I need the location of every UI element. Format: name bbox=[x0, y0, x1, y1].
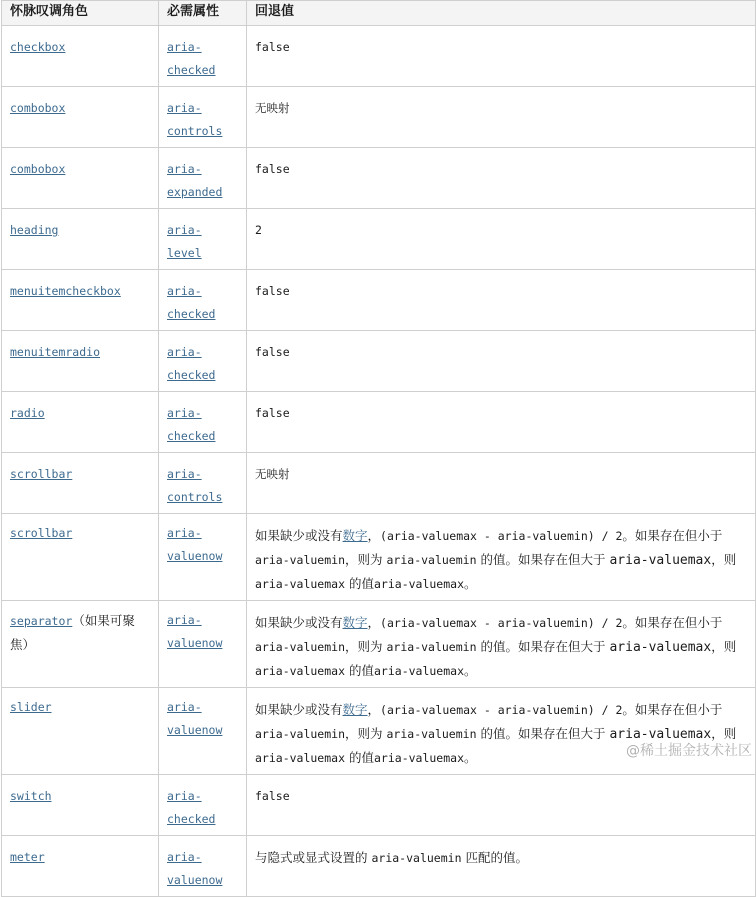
attr-prefix: aria- bbox=[167, 467, 202, 481]
attr-suffix: checked bbox=[167, 307, 216, 321]
attr-link[interactable] bbox=[167, 40, 215, 77]
fallback-cell: 无映射 bbox=[247, 453, 756, 514]
table-row bbox=[2, 331, 756, 392]
fallback-cell: false bbox=[247, 26, 756, 87]
fallback-code: aria-valuemin bbox=[255, 727, 346, 741]
aria-fallback-table bbox=[1, 0, 756, 897]
number-link[interactable]: 数字 bbox=[342, 702, 368, 717]
fallback-text: 。 bbox=[464, 576, 477, 591]
table-row bbox=[2, 209, 756, 270]
fallback-text: ， bbox=[367, 615, 381, 630]
table-header-row bbox=[2, 1, 756, 26]
attr-cell bbox=[159, 26, 247, 87]
role-cell bbox=[2, 148, 159, 209]
table-row bbox=[2, 26, 756, 87]
attr-cell bbox=[159, 688, 247, 775]
attr-cell bbox=[159, 514, 247, 601]
fallback-code: aria-valuemin bbox=[386, 640, 477, 654]
fallback-text: 如果缺少或没有 bbox=[255, 528, 343, 543]
table-row bbox=[2, 87, 756, 148]
attr-suffix: valuenow bbox=[167, 549, 223, 563]
fallback-code: aria-valuemin bbox=[371, 851, 462, 865]
fallback-cell: false bbox=[247, 270, 756, 331]
attr-cell bbox=[159, 836, 247, 897]
attr-prefix: aria- bbox=[167, 789, 202, 803]
role-link[interactable]: combobox bbox=[10, 162, 66, 176]
attr-cell bbox=[159, 331, 247, 392]
fallback-text: ，则为 bbox=[345, 552, 387, 567]
fallback-text: 的值。如果存在但大于 bbox=[476, 726, 610, 741]
attr-suffix: valuenow bbox=[167, 723, 223, 737]
attr-cell bbox=[159, 453, 247, 514]
header-role: 怀脉叹调角色 bbox=[2, 1, 159, 26]
fallback-cell: 2 bbox=[247, 209, 756, 270]
attr-prefix: aria- bbox=[167, 284, 202, 298]
fallback-text: 。 bbox=[464, 663, 477, 678]
attr-link[interactable] bbox=[167, 467, 222, 504]
role-note: （如果可聚焦） bbox=[10, 613, 135, 652]
fallback-cell: false bbox=[247, 392, 756, 453]
fallback-cell bbox=[247, 836, 756, 897]
fallback-text: 匹配的值。 bbox=[461, 850, 528, 865]
fallback-text: ，则 bbox=[711, 639, 737, 654]
attr-prefix: aria- bbox=[167, 526, 202, 540]
attr-suffix: valuenow bbox=[167, 873, 223, 887]
role-cell bbox=[2, 331, 159, 392]
attr-prefix: aria- bbox=[167, 40, 202, 54]
attr-link[interactable] bbox=[167, 101, 222, 138]
watermark: @稀土掘金技术社区 bbox=[626, 743, 752, 759]
attr-suffix: checked bbox=[167, 812, 216, 826]
fallback-cell: false bbox=[247, 331, 756, 392]
attr-prefix: aria- bbox=[167, 101, 202, 115]
fallback-text: 。 bbox=[464, 750, 477, 765]
fallback-text: 。如果存在但小于 bbox=[622, 528, 723, 543]
number-link[interactable]: 数字 bbox=[342, 615, 368, 630]
attr-link[interactable] bbox=[167, 789, 215, 826]
fallback-text: 的值 bbox=[345, 576, 374, 591]
attr-cell bbox=[159, 209, 247, 270]
attr-prefix: aria- bbox=[167, 406, 202, 420]
role-link[interactable]: combobox bbox=[10, 101, 66, 115]
attr-prefix: aria- bbox=[167, 613, 202, 627]
role-cell bbox=[2, 453, 159, 514]
fallback-code: aria-valuemin bbox=[255, 553, 346, 567]
role-cell bbox=[2, 775, 159, 836]
table-row bbox=[2, 601, 756, 688]
table-row bbox=[2, 270, 756, 331]
role-link[interactable]: slider bbox=[10, 700, 52, 714]
role-cell bbox=[2, 392, 159, 453]
attr-suffix: level bbox=[167, 246, 202, 260]
fallback-cell: false bbox=[247, 148, 756, 209]
fallback-code: aria-valuemax bbox=[374, 664, 465, 678]
role-link[interactable]: scrollbar bbox=[10, 526, 73, 540]
fallback-code: aria-valuemin bbox=[386, 553, 477, 567]
table-row bbox=[2, 453, 756, 514]
attr-suffix: controls bbox=[167, 490, 223, 504]
attr-link[interactable] bbox=[167, 284, 215, 321]
fallback-text: 的值 bbox=[345, 750, 374, 765]
role-link[interactable]: menuitemcheckbox bbox=[10, 284, 121, 298]
role-link[interactable]: checkbox bbox=[10, 40, 66, 54]
fallback-text: ，则为 bbox=[345, 639, 387, 654]
fallback-text: ，则 bbox=[711, 726, 737, 741]
fallback-code: aria-valuemax bbox=[609, 553, 712, 568]
fallback-cell bbox=[247, 601, 756, 688]
fallback-code: aria-valuemax bbox=[374, 751, 465, 765]
attr-cell bbox=[159, 270, 247, 331]
table-row bbox=[2, 836, 756, 897]
fallback-code: aria-valuemax bbox=[255, 751, 346, 765]
fallback-code: (aria-valuemax - aria-valuemin) / 2 bbox=[380, 529, 623, 543]
fallback-cell bbox=[247, 688, 756, 775]
attr-cell bbox=[159, 87, 247, 148]
attr-cell bbox=[159, 601, 247, 688]
role-link[interactable]: separator bbox=[10, 614, 73, 628]
role-cell bbox=[2, 209, 159, 270]
attr-link[interactable] bbox=[167, 223, 202, 260]
fallback-text: ， bbox=[367, 702, 381, 717]
attr-suffix: valuenow bbox=[167, 636, 223, 650]
role-cell bbox=[2, 87, 159, 148]
fallback-code: aria-valuemax bbox=[255, 577, 346, 591]
fallback-text: ， bbox=[367, 528, 381, 543]
attr-link[interactable] bbox=[167, 700, 222, 737]
attr-link[interactable] bbox=[167, 526, 222, 563]
fallback-text: ，则为 bbox=[345, 726, 387, 741]
attr-suffix: checked bbox=[167, 429, 216, 443]
attr-prefix: aria- bbox=[167, 162, 202, 176]
fallback-text: ，则 bbox=[711, 552, 737, 567]
role-link[interactable]: switch bbox=[10, 789, 52, 803]
role-cell bbox=[2, 688, 159, 775]
role-cell bbox=[2, 601, 159, 688]
role-link[interactable]: meter bbox=[10, 850, 45, 864]
number-link[interactable]: 数字 bbox=[342, 528, 368, 543]
attr-prefix: aria- bbox=[167, 850, 202, 864]
fallback-cell bbox=[247, 514, 756, 601]
attr-cell bbox=[159, 148, 247, 209]
attr-suffix: controls bbox=[167, 124, 223, 138]
role-cell bbox=[2, 836, 159, 897]
fallback-code: aria-valuemax bbox=[255, 664, 346, 678]
header-fallback: 回退值 bbox=[247, 1, 756, 26]
attr-link[interactable] bbox=[167, 345, 215, 382]
fallback-code: (aria-valuemax - aria-valuemin) / 2 bbox=[380, 703, 623, 717]
fallback-code: aria-valuemin bbox=[255, 640, 346, 654]
fallback-cell: 无映射 bbox=[247, 87, 756, 148]
role-link[interactable]: heading bbox=[10, 223, 59, 237]
header-required-attr: 必需属性 bbox=[159, 1, 247, 26]
role-link[interactable]: radio bbox=[10, 406, 45, 420]
attr-link[interactable] bbox=[167, 406, 215, 443]
role-link[interactable]: menuitemradio bbox=[10, 345, 101, 359]
attr-cell bbox=[159, 392, 247, 453]
attr-link[interactable] bbox=[167, 613, 222, 650]
fallback-code: aria-valuemax bbox=[609, 640, 712, 655]
role-cell bbox=[2, 26, 159, 87]
table-row bbox=[2, 392, 756, 453]
fallback-code: (aria-valuemax - aria-valuemin) / 2 bbox=[380, 616, 623, 630]
fallback-code: aria-valuemin bbox=[386, 727, 477, 741]
role-link[interactable]: scrollbar bbox=[10, 467, 73, 481]
attr-suffix: expanded bbox=[167, 185, 223, 199]
fallback-text: 。如果存在但小于 bbox=[622, 615, 723, 630]
table-row bbox=[2, 775, 756, 836]
attr-prefix: aria- bbox=[167, 345, 202, 359]
fallback-text: 。如果存在但小于 bbox=[622, 702, 723, 717]
role-cell bbox=[2, 270, 159, 331]
fallback-code: aria-valuemax bbox=[374, 577, 465, 591]
table-row bbox=[2, 688, 756, 775]
attr-link[interactable] bbox=[167, 850, 222, 887]
attr-prefix: aria- bbox=[167, 700, 202, 714]
attr-cell bbox=[159, 775, 247, 836]
fallback-text: 如果缺少或没有 bbox=[255, 615, 343, 630]
fallback-code: aria-valuemax bbox=[609, 727, 712, 742]
table-row bbox=[2, 148, 756, 209]
table-row bbox=[2, 514, 756, 601]
attr-suffix: checked bbox=[167, 368, 216, 382]
fallback-text: 与隐式或显式设置的 bbox=[255, 850, 372, 865]
attr-link[interactable] bbox=[167, 162, 222, 199]
fallback-cell: false bbox=[247, 775, 756, 836]
fallback-text: 的值。如果存在但大于 bbox=[476, 639, 610, 654]
fallback-text: 的值 bbox=[345, 663, 374, 678]
fallback-text: 的值。如果存在但大于 bbox=[476, 552, 610, 567]
fallback-text: 如果缺少或没有 bbox=[255, 702, 343, 717]
role-cell bbox=[2, 514, 159, 601]
attr-prefix: aria- bbox=[167, 223, 202, 237]
attr-suffix: checked bbox=[167, 63, 216, 77]
